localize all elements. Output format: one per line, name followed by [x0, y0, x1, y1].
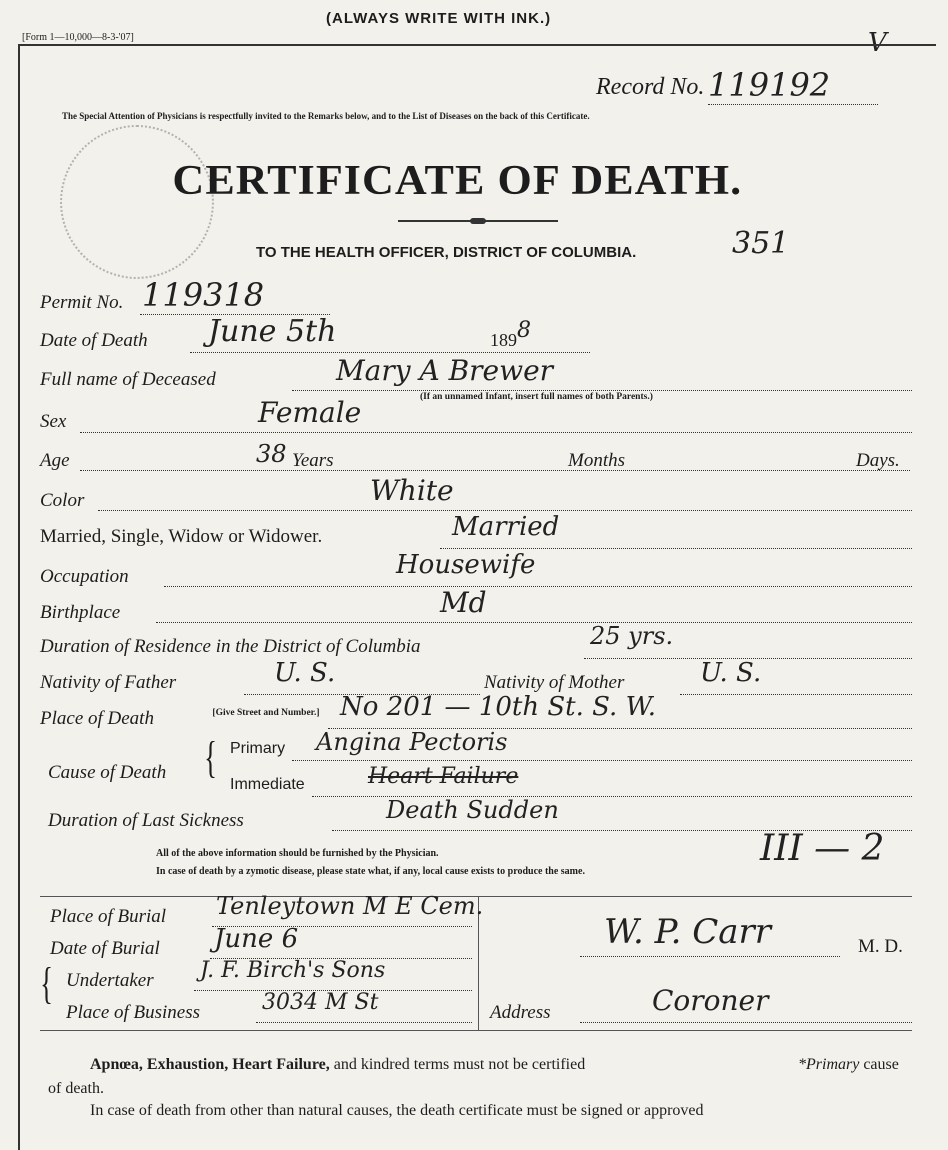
footer-line-3: In case of death from other than natural causes, the death certificate must be signed or approved: [90, 1102, 704, 1119]
year-print: 189: [490, 330, 517, 350]
undertaker-value: J. F. Birch's Sons: [200, 958, 386, 983]
form-id: [Form 1—10,000—8-3-'07]: [22, 32, 134, 43]
record-label: Record No.: [596, 74, 705, 100]
date-of-death-value: June 5th: [208, 314, 337, 349]
full-name-label: Full name of Deceased: [40, 369, 216, 390]
permit-number: 119318: [142, 276, 265, 314]
footer-terms: Apnœa, Exhaustion, Heart Failure,: [90, 1056, 330, 1073]
burial-place-value: Tenleytown M E Cem.: [216, 892, 484, 920]
address-value: Coroner: [652, 984, 769, 1017]
physician-signature: W. P. Carr: [604, 912, 772, 952]
md-label: M. D.: [858, 936, 903, 957]
physician-note-1: All of the above information should be furnished by the Physician.: [156, 848, 439, 859]
years-label: Years: [292, 450, 334, 471]
physician-note-2: In case of death by a zymotic disease, please state what, if any, local cause exists to produce the same.: [156, 866, 585, 877]
footer-primary: *Primary: [798, 1056, 860, 1073]
marital-label: Married, Single, Widow or Widower.: [40, 526, 323, 547]
date-of-death-label: Date of Death: [40, 330, 148, 351]
burial-place-label: Place of Burial: [50, 906, 167, 927]
color-label: Color: [40, 490, 85, 511]
footer-cause: cause: [859, 1056, 899, 1073]
marital-value: Married: [452, 512, 560, 542]
permit-label: Permit No.: [40, 292, 124, 313]
footer-line-1: [90, 1056, 585, 1074]
father-nativity-label: Nativity of Father: [40, 672, 177, 693]
age-years-value: 38: [256, 440, 287, 468]
burial-date-value: June 6: [214, 924, 299, 954]
title-ornament: [398, 218, 558, 224]
last-sickness-label: Duration of Last Sickness: [48, 810, 244, 831]
primary-label: Primary: [230, 740, 286, 757]
annotation-mark: III — 2: [760, 828, 885, 869]
sex-value: Female: [258, 396, 362, 429]
health-officer-heading: TO THE HEALTH OFFICER, DISTRICT OF COLUMBIA.: [256, 244, 637, 261]
street-number-note: [Give Street and Number.]: [212, 708, 320, 718]
father-nativity-value: U. S.: [274, 658, 336, 688]
cause-brace: {: [204, 733, 217, 782]
ink-notice: (ALWAYS WRITE WITH INK.): [326, 10, 552, 27]
birthplace-label: Birthplace: [40, 602, 121, 623]
last-sickness-value: Death Sudden: [386, 796, 559, 824]
infant-note: (If an unnamed Infant, insert full names of both Parents.): [420, 392, 653, 402]
cause-of-death-label: Cause of Death: [48, 762, 167, 783]
place-of-death-value: No 201 — 10th St. S. W.: [340, 692, 657, 722]
record-number: 119192: [708, 66, 831, 104]
check-mark: V: [868, 28, 887, 58]
residence-value: 25 yrs.: [590, 622, 674, 650]
mother-nativity-value: U. S.: [700, 658, 762, 688]
occupation-label: Occupation: [40, 566, 129, 587]
sex-label: Sex: [40, 411, 67, 432]
color-value: White: [370, 474, 454, 507]
footer-line-2: of death.: [48, 1080, 104, 1097]
full-name-value: Mary A Brewer: [336, 354, 554, 387]
months-label: Months: [568, 450, 625, 471]
address-label: Address: [490, 1002, 551, 1023]
birthplace-value: Md: [440, 586, 487, 619]
footer-primary-cause: [798, 1056, 899, 1074]
attention-note: The Special Attention of Physicians is respectfully invited to the Remarks below, and to the List of Diseases on the back of this Certificate.: [62, 111, 590, 121]
business-value: 3034 M St: [262, 990, 379, 1015]
undertaker-label: Undertaker: [66, 970, 154, 991]
certificate-title: CERTIFICATE OF DEATH.: [172, 158, 743, 204]
days-label: Days.: [856, 450, 900, 471]
mother-nativity-label: Nativity of Mother: [484, 672, 625, 693]
burial-date-label: Date of Burial: [50, 938, 160, 959]
immediate-label: Immediate: [230, 776, 305, 793]
age-label: Age: [40, 450, 70, 471]
place-of-death-label: Place of Death: [40, 708, 154, 729]
footer-terms-rest: and kindred terms must not be certified: [329, 1056, 586, 1073]
business-label: Place of Business: [66, 1002, 201, 1023]
immediate-cause-value: Heart Failure: [368, 764, 519, 789]
primary-cause-value: Angina Pectoris: [316, 728, 508, 756]
year-hand: 8: [517, 318, 531, 343]
occupation-value: Housewife: [396, 550, 536, 580]
undertaker-brace: {: [40, 959, 53, 1008]
margin-number: 351: [732, 226, 790, 261]
residence-label: Duration of Residence in the District of Columbia: [40, 636, 421, 657]
